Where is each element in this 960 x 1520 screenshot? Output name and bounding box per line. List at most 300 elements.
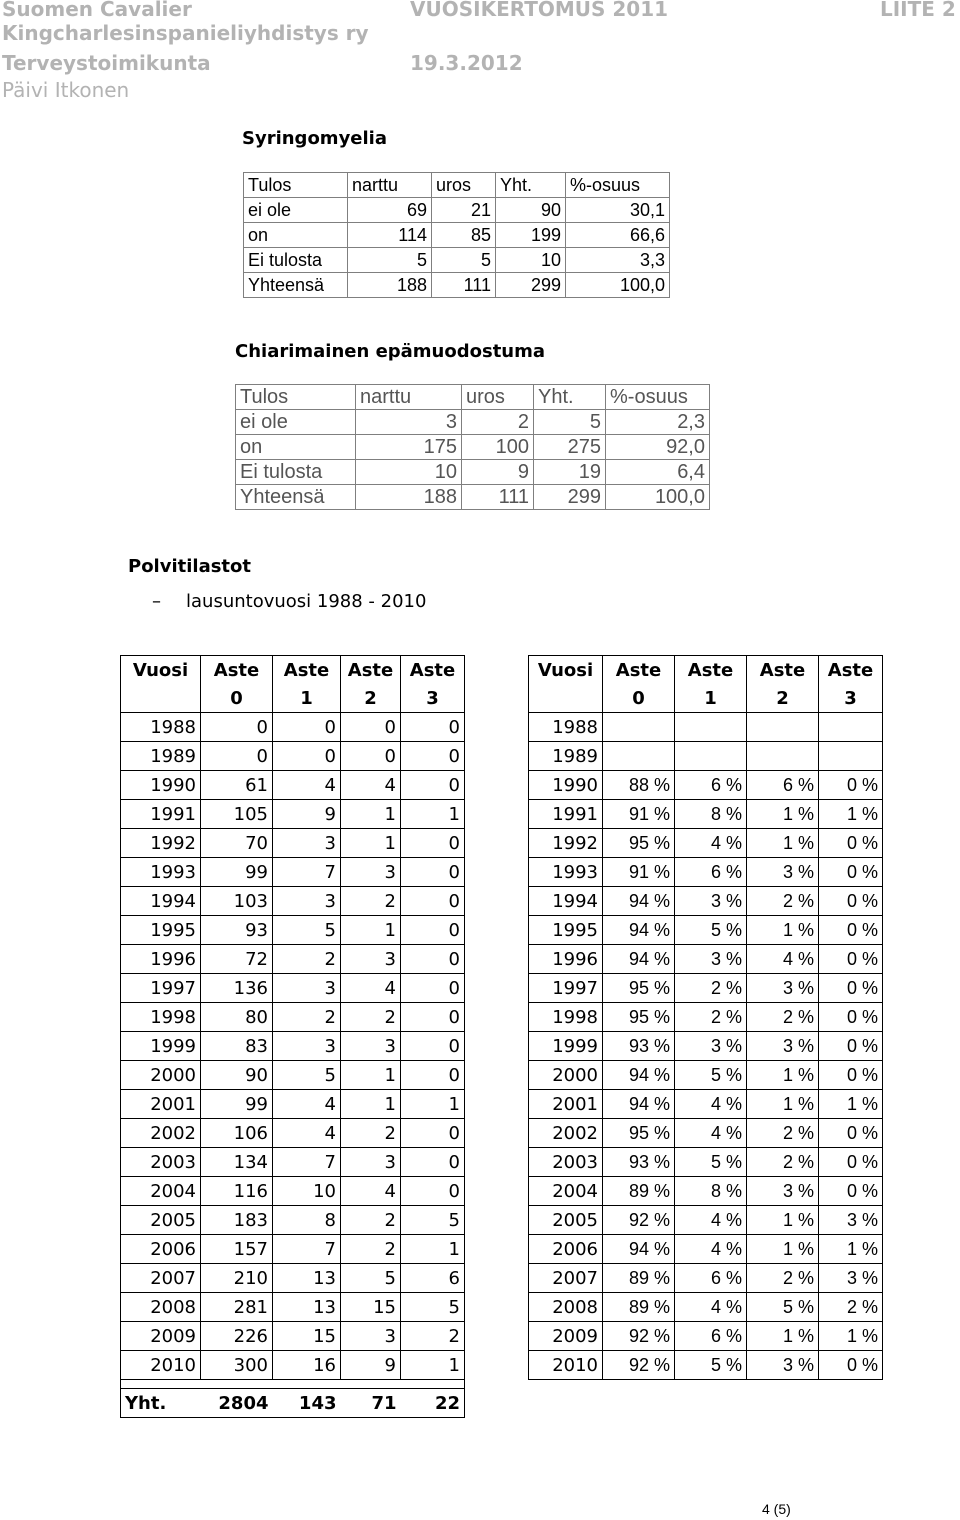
year-cell: 1993 [121, 858, 201, 887]
value-cell: 2 % [747, 887, 819, 916]
table-row [529, 1003, 883, 1032]
table-cell: 69 [348, 198, 432, 223]
row-label: ei ole [236, 410, 356, 435]
value-cell: 0 [201, 713, 273, 742]
value-cell: 3 % [747, 1177, 819, 1206]
value-cell: 0 % [819, 1061, 883, 1090]
table-cell: 10 [496, 248, 566, 273]
table-row [121, 1351, 465, 1380]
year-cell: 2000 [529, 1061, 603, 1090]
syringo-title: Syringomyelia [242, 128, 387, 149]
value-cell: 1 % [819, 1090, 883, 1119]
value-cell: 13 [273, 1264, 341, 1293]
value-cell: 0 % [819, 829, 883, 858]
org-full-name: Kingcharlesinspanieliyhdistys ry [2, 21, 369, 45]
year-cell: 2005 [529, 1206, 603, 1235]
table-row [244, 273, 670, 298]
value-cell: 5 % [675, 1148, 747, 1177]
value-cell [675, 742, 747, 771]
table-cell: 188 [348, 273, 432, 298]
column-header: Tulos [244, 173, 348, 198]
value-cell: 94 % [603, 1090, 675, 1119]
value-cell: 1 [341, 916, 401, 945]
value-cell: 0 [341, 713, 401, 742]
value-cell: 5 [273, 916, 341, 945]
total-row [121, 1389, 465, 1418]
table-row [529, 771, 883, 800]
table-cell: 100,0 [566, 273, 670, 298]
row-label: Ei tulosta [236, 460, 356, 485]
value-cell: 1 [401, 1235, 465, 1264]
column-subheader: 1 [273, 684, 341, 713]
table-row [121, 713, 465, 742]
polvi-subtitle: lausuntovuosi 1988 - 2010 [186, 591, 427, 612]
table-row [529, 887, 883, 916]
column-subheader: 1 [675, 684, 747, 713]
bullet-dash: – [152, 591, 161, 612]
knee-percent-table [528, 655, 883, 1380]
table-cell: 5 [348, 248, 432, 273]
value-cell: 1 % [819, 1235, 883, 1264]
value-cell: 13 [273, 1293, 341, 1322]
value-cell: 2 [341, 887, 401, 916]
year-cell: 1992 [529, 829, 603, 858]
table-row [529, 1061, 883, 1090]
year-cell: 2006 [121, 1235, 201, 1264]
value-cell: 80 [201, 1003, 273, 1032]
value-cell: 10 [273, 1177, 341, 1206]
table-row [121, 1003, 465, 1032]
table-cell: 3 [356, 410, 462, 435]
table-row [121, 1148, 465, 1177]
column-header: Aste [603, 656, 675, 685]
table-row [121, 800, 465, 829]
year-cell: 2002 [121, 1119, 201, 1148]
value-cell: 4 [341, 1177, 401, 1206]
table-row [121, 742, 465, 771]
year-cell: 2005 [121, 1206, 201, 1235]
value-cell: 2 % [747, 1148, 819, 1177]
year-cell: 1988 [529, 713, 603, 742]
value-cell: 95 % [603, 1119, 675, 1148]
year-cell: 2009 [121, 1322, 201, 1351]
year-cell: 2010 [121, 1351, 201, 1380]
table-row [529, 858, 883, 887]
value-cell: 0 [273, 713, 341, 742]
value-cell: 2 [341, 1119, 401, 1148]
table-cell: 188 [356, 485, 462, 510]
value-cell: 2 % [747, 1264, 819, 1293]
value-cell: 3 % [747, 1351, 819, 1380]
column-header: Aste [401, 656, 465, 685]
value-cell: 9 [341, 1351, 401, 1380]
knee-counts-table [120, 655, 465, 1418]
value-cell [747, 713, 819, 742]
value-cell: 0 [401, 829, 465, 858]
value-cell: 0 [401, 974, 465, 1003]
table-cell: 5 [432, 248, 496, 273]
value-cell: 1 [341, 800, 401, 829]
value-cell: 92 % [603, 1206, 675, 1235]
table-row [121, 1206, 465, 1235]
column-subheader: 0 [201, 684, 273, 713]
row-label: Yhteensä [244, 273, 348, 298]
value-cell: 3 [341, 1148, 401, 1177]
column-header: narttu [348, 173, 432, 198]
column-subheader: 0 [603, 684, 675, 713]
table-row [529, 1235, 883, 1264]
table-cell: 30,1 [566, 198, 670, 223]
value-cell: 2 % [675, 974, 747, 1003]
table-row [529, 1032, 883, 1061]
table-header-row [529, 656, 883, 685]
table-row [121, 1235, 465, 1264]
table-row [244, 223, 670, 248]
value-cell: 92 % [603, 1351, 675, 1380]
value-cell: 2 % [747, 1003, 819, 1032]
value-cell: 1 % [747, 800, 819, 829]
value-cell: 0 [401, 916, 465, 945]
value-cell: 3 % [675, 1032, 747, 1061]
table-row [529, 1206, 883, 1235]
total-value: 2804 [201, 1389, 273, 1418]
year-cell: 2001 [121, 1090, 201, 1119]
value-cell: 2 [341, 1206, 401, 1235]
value-cell: 1 [341, 1061, 401, 1090]
value-cell: 15 [341, 1293, 401, 1322]
column-header: uros [432, 173, 496, 198]
value-cell: 0 % [819, 1119, 883, 1148]
column-subheader [529, 684, 603, 713]
year-cell: 2000 [121, 1061, 201, 1090]
value-cell: 5 [401, 1293, 465, 1322]
column-header: %-osuus [606, 385, 710, 410]
value-cell: 93 [201, 916, 273, 945]
value-cell: 157 [201, 1235, 273, 1264]
table-cell: 175 [356, 435, 462, 460]
table-row [529, 945, 883, 974]
value-cell: 3 % [819, 1206, 883, 1235]
column-header: Aste [201, 656, 273, 685]
table-row [236, 410, 710, 435]
value-cell: 4 % [675, 1090, 747, 1119]
table-row [236, 435, 710, 460]
value-cell: 5 % [675, 1351, 747, 1380]
row-label: on [244, 223, 348, 248]
value-cell: 91 % [603, 858, 675, 887]
column-subheader: 2 [341, 684, 401, 713]
table-row [121, 916, 465, 945]
table-row [244, 248, 670, 273]
table-cell: 299 [496, 273, 566, 298]
row-label: Ei tulosta [244, 248, 348, 273]
table-row [529, 742, 883, 771]
table-cell: 92,0 [606, 435, 710, 460]
total-value: 71 [341, 1389, 401, 1418]
value-cell: 281 [201, 1293, 273, 1322]
table-row [529, 974, 883, 1003]
value-cell: 8 % [675, 800, 747, 829]
value-cell: 4 [273, 1119, 341, 1148]
org-name: Suomen Cavalier [2, 0, 192, 21]
table-row [121, 1293, 465, 1322]
value-cell: 2 % [675, 1003, 747, 1032]
value-cell: 6 % [675, 1322, 747, 1351]
value-cell: 99 [201, 858, 273, 887]
value-cell: 94 % [603, 887, 675, 916]
value-cell: 3 % [819, 1264, 883, 1293]
year-cell: 1998 [529, 1003, 603, 1032]
table-cell: 21 [432, 198, 496, 223]
row-label: Yhteensä [236, 485, 356, 510]
value-cell: 7 [273, 1235, 341, 1264]
value-cell: 5 % [747, 1293, 819, 1322]
syringo-table [243, 172, 670, 298]
year-cell: 2009 [529, 1322, 603, 1351]
value-cell: 8 [273, 1206, 341, 1235]
row-label: ei ole [244, 198, 348, 223]
column-header: Aste [273, 656, 341, 685]
year-cell: 2007 [529, 1264, 603, 1293]
value-cell: 89 % [603, 1264, 675, 1293]
value-cell: 0 [341, 742, 401, 771]
year-cell: 1994 [529, 887, 603, 916]
year-cell: 1995 [121, 916, 201, 945]
value-cell: 4 % [675, 1119, 747, 1148]
value-cell: 92 % [603, 1322, 675, 1351]
table-row [121, 974, 465, 1003]
column-header: %-osuus [566, 173, 670, 198]
value-cell: 95 % [603, 1003, 675, 1032]
column-subheader: 3 [401, 684, 465, 713]
value-cell: 0 % [819, 1032, 883, 1061]
year-cell: 2002 [529, 1119, 603, 1148]
value-cell: 4 % [675, 829, 747, 858]
value-cell: 1 % [747, 1322, 819, 1351]
value-cell: 4 [341, 771, 401, 800]
column-subheader [121, 684, 201, 713]
year-cell: 2007 [121, 1264, 201, 1293]
year-cell: 1992 [121, 829, 201, 858]
value-cell: 0 % [819, 945, 883, 974]
value-cell: 0 [201, 742, 273, 771]
value-cell: 1 [401, 1351, 465, 1380]
value-cell: 4 % [675, 1293, 747, 1322]
column-header: Aste [747, 656, 819, 685]
value-cell: 7 [273, 858, 341, 887]
table-row [529, 916, 883, 945]
value-cell: 0 % [819, 1177, 883, 1206]
chiari-title: Chiarimainen epämuodostuma [235, 341, 546, 362]
table-row [121, 829, 465, 858]
committee-name: Terveystoimikunta [2, 51, 211, 75]
value-cell: 1 % [819, 1322, 883, 1351]
value-cell: 0 [401, 1148, 465, 1177]
value-cell: 5 [341, 1264, 401, 1293]
table-row [244, 198, 670, 223]
value-cell: 1 % [747, 1061, 819, 1090]
table-cell: 90 [496, 198, 566, 223]
table-header-row [121, 656, 465, 685]
year-cell: 1991 [121, 800, 201, 829]
value-cell: 16 [273, 1351, 341, 1380]
table-cell: 85 [432, 223, 496, 248]
table-row [529, 713, 883, 742]
table-cell: 9 [462, 460, 534, 485]
column-header: Yht. [534, 385, 606, 410]
value-cell: 7 [273, 1148, 341, 1177]
value-cell: 2 [273, 1003, 341, 1032]
year-cell: 1994 [121, 887, 201, 916]
table-cell: 299 [534, 485, 606, 510]
total-value: 143 [273, 1389, 341, 1418]
value-cell: 90 [201, 1061, 273, 1090]
value-cell: 9 [273, 800, 341, 829]
table-cell: 66,6 [566, 223, 670, 248]
value-cell: 1 % [747, 829, 819, 858]
year-cell: 2008 [529, 1293, 603, 1322]
table-row [529, 1148, 883, 1177]
value-cell: 6 % [675, 858, 747, 887]
value-cell: 4 [341, 974, 401, 1003]
value-cell: 61 [201, 771, 273, 800]
value-cell: 4 [273, 1090, 341, 1119]
year-cell: 1998 [121, 1003, 201, 1032]
year-cell: 1988 [121, 713, 201, 742]
value-cell: 0 % [819, 1351, 883, 1380]
table-header-row [236, 385, 710, 410]
value-cell: 6 [401, 1264, 465, 1293]
column-subheader: 2 [747, 684, 819, 713]
author-name: Päivi Itkonen [2, 78, 130, 102]
value-cell: 3 [273, 829, 341, 858]
value-cell: 89 % [603, 1177, 675, 1206]
value-cell: 91 % [603, 800, 675, 829]
value-cell: 4 % [675, 1206, 747, 1235]
column-header: Vuosi [121, 656, 201, 685]
value-cell: 3 [273, 1032, 341, 1061]
year-cell: 1997 [121, 974, 201, 1003]
total-label: Yht. [121, 1389, 201, 1418]
value-cell: 4 % [747, 945, 819, 974]
value-cell: 0 [401, 1003, 465, 1032]
year-cell: 2008 [121, 1293, 201, 1322]
value-cell: 89 % [603, 1293, 675, 1322]
value-cell [819, 713, 883, 742]
column-header: narttu [356, 385, 462, 410]
value-cell: 0 [401, 858, 465, 887]
table-cell: 111 [432, 273, 496, 298]
value-cell: 94 % [603, 916, 675, 945]
value-cell: 3 % [675, 945, 747, 974]
value-cell: 300 [201, 1351, 273, 1380]
value-cell: 72 [201, 945, 273, 974]
value-cell: 0 [401, 887, 465, 916]
table-subheader-row [121, 684, 465, 713]
table-row [236, 485, 710, 510]
value-cell: 0 [401, 771, 465, 800]
year-cell: 1996 [121, 945, 201, 974]
value-cell: 0 [401, 1119, 465, 1148]
value-cell: 183 [201, 1206, 273, 1235]
year-cell: 1989 [121, 742, 201, 771]
year-cell: 1991 [529, 800, 603, 829]
year-cell: 1989 [529, 742, 603, 771]
table-row [121, 1119, 465, 1148]
table-header-row [244, 173, 670, 198]
table-row [121, 945, 465, 974]
table-subheader-row [529, 684, 883, 713]
year-cell: 1995 [529, 916, 603, 945]
value-cell: 136 [201, 974, 273, 1003]
value-cell: 3 % [747, 858, 819, 887]
table-cell: 3,3 [566, 248, 670, 273]
value-cell: 6 % [675, 1264, 747, 1293]
year-cell: 1990 [529, 771, 603, 800]
value-cell: 94 % [603, 1061, 675, 1090]
value-cell: 2 [341, 1003, 401, 1032]
value-cell: 0 % [819, 771, 883, 800]
year-cell: 1990 [121, 771, 201, 800]
table-cell: 5 [534, 410, 606, 435]
year-cell: 2004 [529, 1177, 603, 1206]
table-cell: 19 [534, 460, 606, 485]
column-header: Tulos [236, 385, 356, 410]
table-row [121, 771, 465, 800]
year-cell: 2003 [121, 1148, 201, 1177]
value-cell: 5 % [675, 1061, 747, 1090]
value-cell: 0 [401, 1177, 465, 1206]
table-cell: 199 [496, 223, 566, 248]
column-header: Aste [819, 656, 883, 685]
value-cell: 1 % [747, 1090, 819, 1119]
table-cell: 275 [534, 435, 606, 460]
table-row [529, 800, 883, 829]
polvi-title: Polvitilastot [128, 556, 252, 577]
table-row [236, 460, 710, 485]
value-cell: 88 % [603, 771, 675, 800]
value-cell: 3 [341, 1322, 401, 1351]
value-cell: 2 [273, 945, 341, 974]
appendix-label: LIITE 2 [880, 0, 956, 21]
value-cell: 3 [341, 945, 401, 974]
year-cell: 1999 [529, 1032, 603, 1061]
table-cell: 6,4 [606, 460, 710, 485]
value-cell: 1 [341, 829, 401, 858]
spacer-row [121, 1380, 465, 1389]
table-row [121, 887, 465, 916]
value-cell: 0 % [819, 1148, 883, 1177]
year-cell: 2003 [529, 1148, 603, 1177]
value-cell: 94 % [603, 1235, 675, 1264]
year-cell: 1993 [529, 858, 603, 887]
value-cell: 3 [273, 887, 341, 916]
table-cell: 100 [462, 435, 534, 460]
value-cell: 15 [273, 1322, 341, 1351]
table-row [121, 858, 465, 887]
value-cell [603, 713, 675, 742]
value-cell: 3 [341, 858, 401, 887]
table-row [529, 1322, 883, 1351]
value-cell: 226 [201, 1322, 273, 1351]
year-cell: 1997 [529, 974, 603, 1003]
value-cell: 83 [201, 1032, 273, 1061]
value-cell: 5 % [675, 916, 747, 945]
value-cell: 3 [341, 1032, 401, 1061]
value-cell: 3 % [747, 974, 819, 1003]
value-cell: 94 % [603, 945, 675, 974]
year-cell: 2010 [529, 1351, 603, 1380]
